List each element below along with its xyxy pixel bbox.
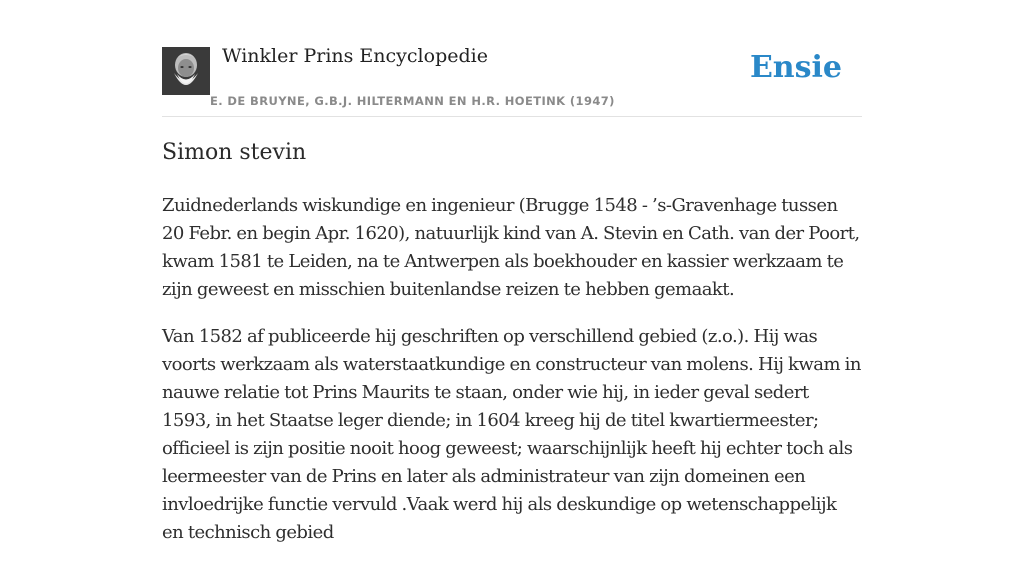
- article-title: Simon stevin: [162, 140, 307, 165]
- site-name[interactable]: Winkler Prins Encyclopedie: [222, 45, 488, 67]
- brand-logo[interactable]: Ensie: [749, 50, 842, 85]
- bearded-man-portrait-icon: [162, 47, 210, 95]
- author-avatar[interactable]: [162, 47, 210, 95]
- page: [162, 0, 862, 543]
- article-paragraph: Zuidnederlands wiskundige en ingenieur (Brugge 1548 - ’s-Gravenhage tussen 20 Febr. en begin Apr. 1620), natuurlijk kind van A. Stevin en Cath. van der Poort, kwam 1581 te Leiden, na te Antwerpen als boekhouder en kassier werkzaam te zijn geweest en misschien buitenlandse reizen te hebben gemaakt.: [162, 195, 860, 300]
- article-body: [162, 192, 862, 566]
- header: [162, 0, 862, 117]
- authors-credit: E. DE BRUYNE, G.B.J. HILTERMANN EN H.R. HOETINK (1947): [210, 94, 615, 108]
- article-paragraph: Van 1582 af publiceerde hij geschriften op verschillend gebied (z.o.). Hij was voorts werkzaam als waterstaatkundige en constructeur van molens. Hij kwam in nauwe relatie tot Prins Maurits te staan, onder wie hij, in ieder geval sedert 1593, in het Staatse leger diende; in 1604 kreeg hij de titel kwartiermeester; officieel is zijn positie nooit hoog geweest; waarschijnlijk heeft hij echter toch als leermeester van de Prins en later als administrateur van zijn domeinen een invloedrijke functie vervuld .Vaak werd hij als deskundige op wetenschappelijk en technisch gebied: [162, 326, 861, 543]
